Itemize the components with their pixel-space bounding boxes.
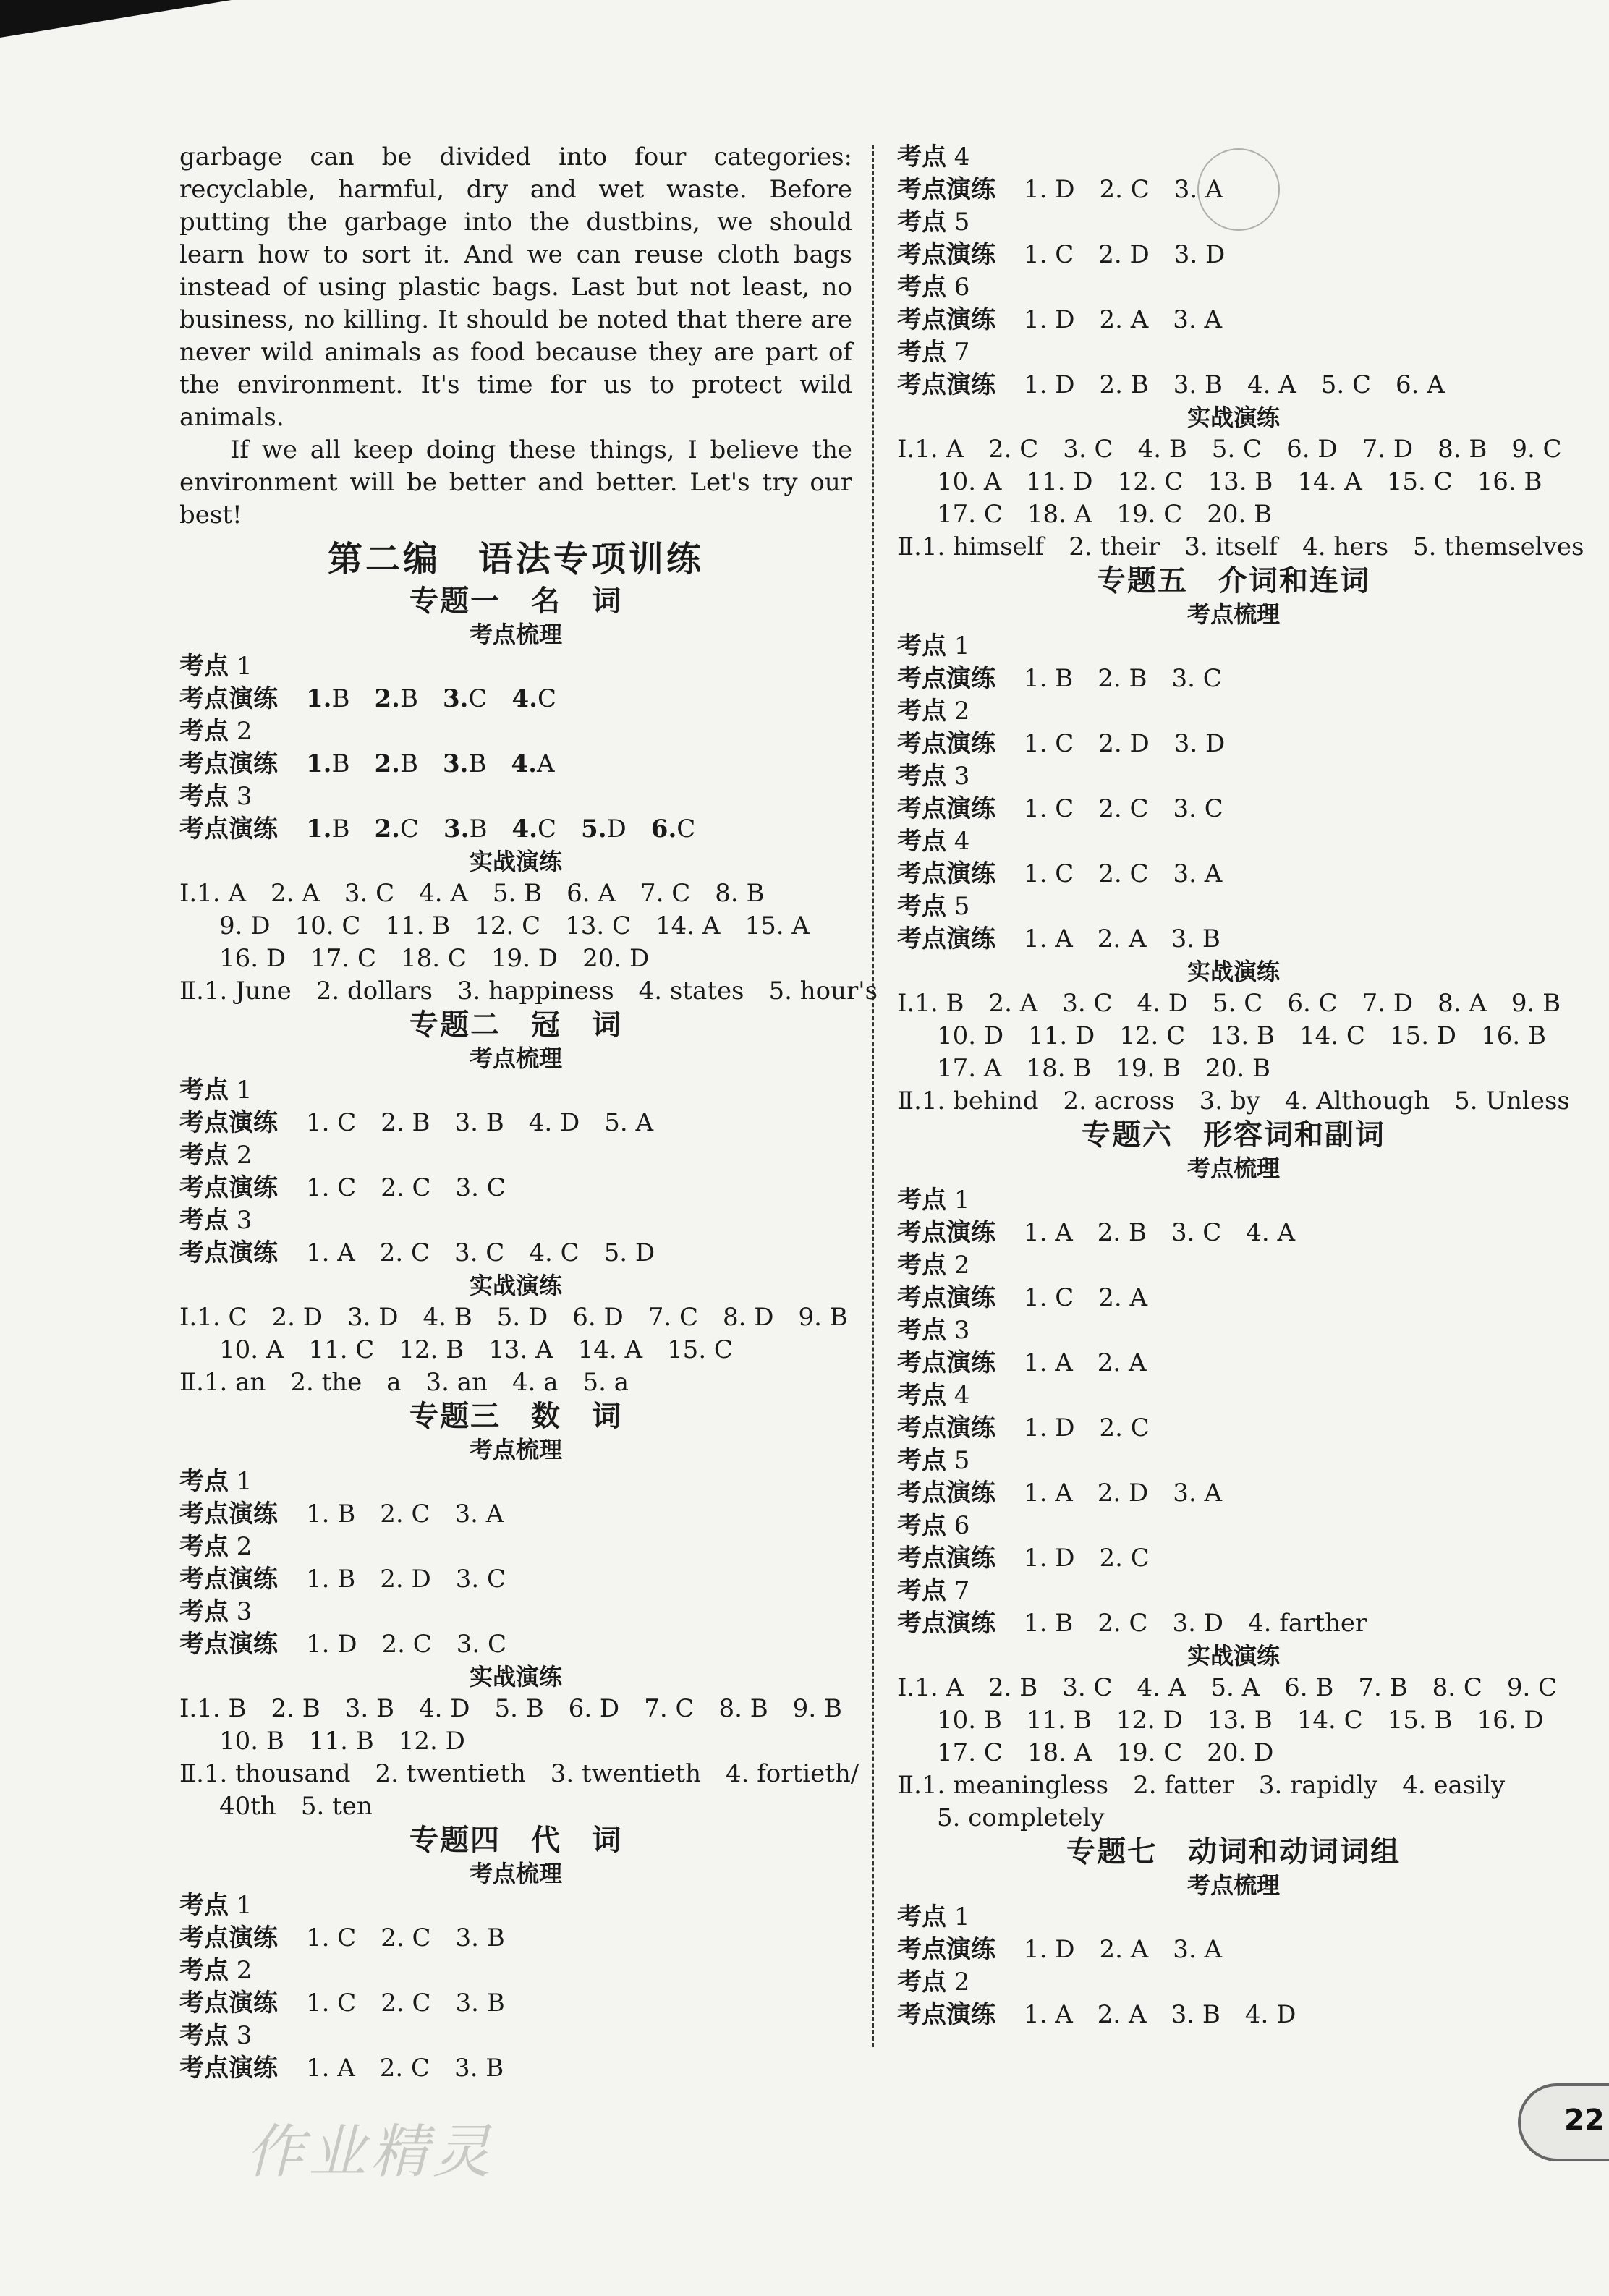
topic5-title: 专题五 介词和连词	[1097, 564, 1370, 598]
topic5-kd4-answers: 考点演练 1. C 2. C 3. A	[897, 859, 1223, 888]
topic7-kaodian-shuli: 考点梳理	[1186, 1871, 1280, 1899]
topic5-shizhan: 实战演练	[1186, 958, 1280, 985]
topic6-kd7-answers: 考点演练 1. B 2. C 3. D 4. farther	[897, 1609, 1367, 1638]
topic4-kd4-answers: 考点演练 1. D 2. C 3. A	[897, 175, 1223, 204]
intro-paragraph-2: If we all keep doing these things, I believe the environment will be better and better. Let's try our best!	[179, 435, 852, 530]
topic6-kd1-label: 考点 1	[897, 1186, 970, 1215]
topic4-kd3-label: 考点 3	[179, 2021, 252, 2050]
topic3-kd2-answers: 考点演练 1. B 2. D 3. C	[179, 1565, 506, 1594]
topic6-s1-line2: 10. B 11. B 12. D 13. B 14. C 15. B 16. D	[937, 1706, 1544, 1735]
topic4-kd7-label: 考点 7	[897, 338, 970, 367]
topic1-kd1-label: 考点 1	[179, 652, 252, 681]
topic7-kd1-answers: 考点演练 1. D 2. A 3. A	[897, 1935, 1223, 1964]
topic2-s1-line1: Ⅰ.1. C 2. D 3. D 4. B 5. D 6. D 7. C 8. D 9. B	[179, 1303, 848, 1332]
topic5-kd4-label: 考点 4	[897, 827, 970, 856]
topic6-kd2-answers: 考点演练 1. C 2. A	[897, 1283, 1148, 1312]
topic6-kd2-label: 考点 2	[897, 1251, 970, 1280]
topic1-kd2-label: 考点 2	[179, 717, 252, 746]
topic4-kd6-answers: 考点演练 1. D 2. A 3. A	[897, 305, 1223, 334]
topic4-kd6-label: 考点 6	[897, 273, 970, 302]
topic4-kd3-answers: 考点演练 1. A 2. C 3. B	[179, 2054, 504, 2083]
topic6-kd3-answers: 考点演练 1. A 2. A	[897, 1348, 1147, 1377]
topic5-kd5-answers: 考点演练 1. A 2. A 3. B	[897, 924, 1220, 953]
topic2-kd1-answers: 考点演练 1. C 2. B 3. B 4. D 5. A	[179, 1108, 654, 1137]
topic1-s1-line2: 9. D 10. C 11. B 12. C 13. C 14. A 15. A	[219, 911, 810, 940]
topic3-kd3-label: 考点 3	[179, 1597, 252, 1626]
topic4-s1-line1: Ⅰ.1. A 2. C 3. C 4. B 5. C 6. D 7. D 8. B 9. C	[897, 435, 1562, 464]
topic2-s2-line1: Ⅱ.1. an 2. the a 3. an 4. a 5. a	[179, 1368, 629, 1397]
topic2-kaodian-shuli: 考点梳理	[469, 1045, 562, 1072]
topic1-s2-line1: Ⅱ.1. June 2. dollars 3. happiness 4. states 5. hour's	[179, 977, 878, 1005]
topic6-kd6-label: 考点 6	[897, 1511, 970, 1540]
topic5-kd2-label: 考点 2	[897, 697, 970, 726]
topic1-kaodian-shuli: 考点梳理	[469, 621, 562, 648]
topic3-s1-line1: Ⅰ.1. B 2. B 3. B 4. D 5. B 6. D 7. C 8. B 9. B	[179, 1694, 842, 1723]
topic3-kd3-answers: 考点演练 1. D 2. C 3. C	[179, 1630, 507, 1659]
column-divider	[872, 145, 874, 2047]
topic2-kd2-label: 考点 2	[179, 1141, 252, 1170]
topic4-kd4-label: 考点 4	[897, 143, 970, 171]
topic5-s1-line1: Ⅰ.1. B 2. A 3. C 4. D 5. C 6. C 7. D 8. A 9. B	[897, 989, 1561, 1018]
topic4-kd2-answers: 考点演练 1. C 2. C 3. B	[179, 1989, 505, 2017]
topic6-kd7-label: 考点 7	[897, 1576, 970, 1605]
topic5-kd2-answers: 考点演练 1. C 2. D 3. D	[897, 729, 1226, 758]
topic2-kd3-answers: 考点演练 1. A 2. C 3. C 4. C 5. D	[179, 1238, 655, 1267]
topic1-kd2-answers: 考点演练 1.B 2.B 3.B 4.A	[179, 749, 555, 778]
topic6-s1-line1: Ⅰ.1. A 2. B 3. C 4. A 5. A 6. B 7. B 8. C 9. C	[897, 1673, 1558, 1702]
topic7-title: 专题七 动词和动词词组	[1066, 1834, 1401, 1868]
topic2-kd3-label: 考点 3	[179, 1206, 252, 1235]
topic3-s2-line1: Ⅱ.1. thousand 2. twentieth 3. twentieth 4. fortieth/	[179, 1759, 859, 1788]
topic6-kd3-label: 考点 3	[897, 1316, 970, 1345]
right-column	[897, 141, 1584, 2031]
topic1-kd3-answers: 考点演练 1.B 2.C 3.B 4.C 5.D 6.C	[179, 815, 696, 843]
topic4-kaodian-shuli: 考点梳理	[469, 1860, 562, 1887]
topic7-kd2-label: 考点 2	[897, 1968, 970, 1997]
topic3-s1-line2: 10. B 11. B 12. D	[219, 1727, 465, 1756]
watermark-text: 作业精灵	[246, 2118, 495, 2185]
topic1-s1-line1: Ⅰ.1. A 2. A 3. C 4. A 5. B 6. A 7. C 8. B	[179, 879, 765, 908]
topic4-kd2-label: 考点 2	[179, 1956, 252, 1985]
topic5-s1-line2: 10. D 11. D 12. C 13. B 14. C 15. D 16. B	[937, 1021, 1546, 1050]
topic6-kd5-label: 考点 5	[897, 1446, 970, 1475]
topic2-title: 专题二 冠 词	[409, 1008, 622, 1042]
topic5-kaodian-shuli: 考点梳理	[1186, 600, 1280, 628]
topic2-shizhan: 实战演练	[469, 1272, 562, 1299]
topic5-kd5-label: 考点 5	[897, 892, 970, 921]
topic2-kd1-label: 考点 1	[179, 1076, 252, 1105]
topic6-s2-line1: Ⅱ.1. meaningless 2. fatter 3. rapidly 4. easily	[897, 1771, 1506, 1800]
topic7-kd1-label: 考点 1	[897, 1902, 970, 1931]
topic3-kd1-answers: 考点演练 1. B 2. C 3. A	[179, 1500, 504, 1528]
topic1-s1-line3: 16. D 17. C 18. C 19. D 20. D	[219, 944, 650, 973]
topic4-kd1-answers: 考点演练 1. C 2. C 3. B	[179, 1923, 505, 1952]
page-number: 22	[1564, 2104, 1605, 2137]
topic4-s1-line3: 17. C 18. A 19. C 20. B	[937, 500, 1273, 529]
topic5-s2-line1: Ⅱ.1. behind 2. across 3. by 4. Although 5. Unless	[897, 1087, 1570, 1115]
topic3-kd1-label: 考点 1	[179, 1467, 252, 1496]
topic3-s2-line2: 40th 5. ten	[219, 1792, 373, 1821]
topic6-title: 专题六 形容词和副词	[1082, 1118, 1385, 1152]
topic6-shizhan: 实战演练	[1186, 1642, 1280, 1670]
topic6-kd6-answers: 考点演练 1. D 2. C	[897, 1544, 1150, 1573]
topic6-kd5-answers: 考点演练 1. A 2. D 3. A	[897, 1479, 1223, 1508]
topic2-kd2-answers: 考点演练 1. C 2. C 3. C	[179, 1173, 506, 1202]
left-column	[179, 141, 878, 2085]
topic5-kd1-label: 考点 1	[897, 632, 970, 660]
topic3-kd2-label: 考点 2	[179, 1532, 252, 1561]
topic7-kd2-answers: 考点演练 1. A 2. A 3. B 4. D	[897, 2000, 1296, 2029]
topic6-kaodian-shuli: 考点梳理	[1186, 1155, 1280, 1182]
topic5-kd3-answers: 考点演练 1. C 2. C 3. C	[897, 794, 1223, 823]
topic4-s1-line2: 10. A 11. D 12. C 13. B 14. A 15. C 16. B	[937, 467, 1542, 496]
section-title: 第二编 语法专项训练	[327, 539, 704, 579]
topic4-kd5-answers: 考点演练 1. C 2. D 3. D	[897, 240, 1226, 269]
topic4-kd1-label: 考点 1	[179, 1891, 252, 1920]
topic6-s2-line2: 5. completely	[937, 1803, 1105, 1832]
topic1-kd3-label: 考点 3	[179, 782, 252, 811]
topic4-title: 专题四 代 词	[409, 1823, 622, 1857]
topic2-s1-line2: 10. A 11. C 12. B 13. A 14. A 15. C	[219, 1335, 733, 1364]
topic3-title: 专题三 数 词	[409, 1399, 622, 1433]
intro-paragraph-1: garbage can be divided into four categories: recyclable, harmful, dry and wet waste. Before putting the garbage into the dustbins, we should learn how to sort it. And we can reuse cloth bags instead of using plastic bags. Last but not least, no business, no killing. It should be noted that there are never wild animals as food because they are part of the environment. It's time for us to protect wild animals.	[179, 143, 852, 432]
topic1-title: 专题一 名 词	[409, 584, 622, 618]
topic6-s1-line3: 17. C 18. A 19. C 20. D	[937, 1738, 1274, 1767]
topic5-s1-line3: 17. A 18. B 19. B 20. B	[937, 1054, 1271, 1083]
corner-mark	[0, 0, 232, 38]
topic3-kaodian-shuli: 考点梳理	[469, 1436, 562, 1463]
topic6-kd4-answers: 考点演练 1. D 2. C	[897, 1413, 1150, 1442]
topic4-s2-line1: Ⅱ.1. himself 2. their 3. itself 4. hers 5. themselves	[897, 532, 1584, 561]
topic4-shizhan: 实战演练	[1186, 404, 1280, 431]
topic6-kd1-answers: 考点演练 1. A 2. B 3. C 4. A	[897, 1218, 1296, 1247]
topic5-kd1-answers: 考点演练 1. B 2. B 3. C	[897, 664, 1222, 693]
page-number-tab	[1518, 2083, 1609, 2161]
topic4-kd7-answers: 考点演练 1. D 2. B 3. B 4. A 5. C 6. A	[897, 370, 1445, 399]
topic3-shizhan: 实战演练	[469, 1663, 562, 1691]
topic6-kd4-label: 考点 4	[897, 1381, 970, 1410]
topic1-shizhan: 实战演练	[469, 848, 562, 875]
topic4-kd5-label: 考点 5	[897, 208, 970, 237]
topic5-kd3-label: 考点 3	[897, 762, 970, 791]
topic1-kd1-answers: 考点演练 1.B 2.B 3.C 4.C	[179, 684, 557, 713]
